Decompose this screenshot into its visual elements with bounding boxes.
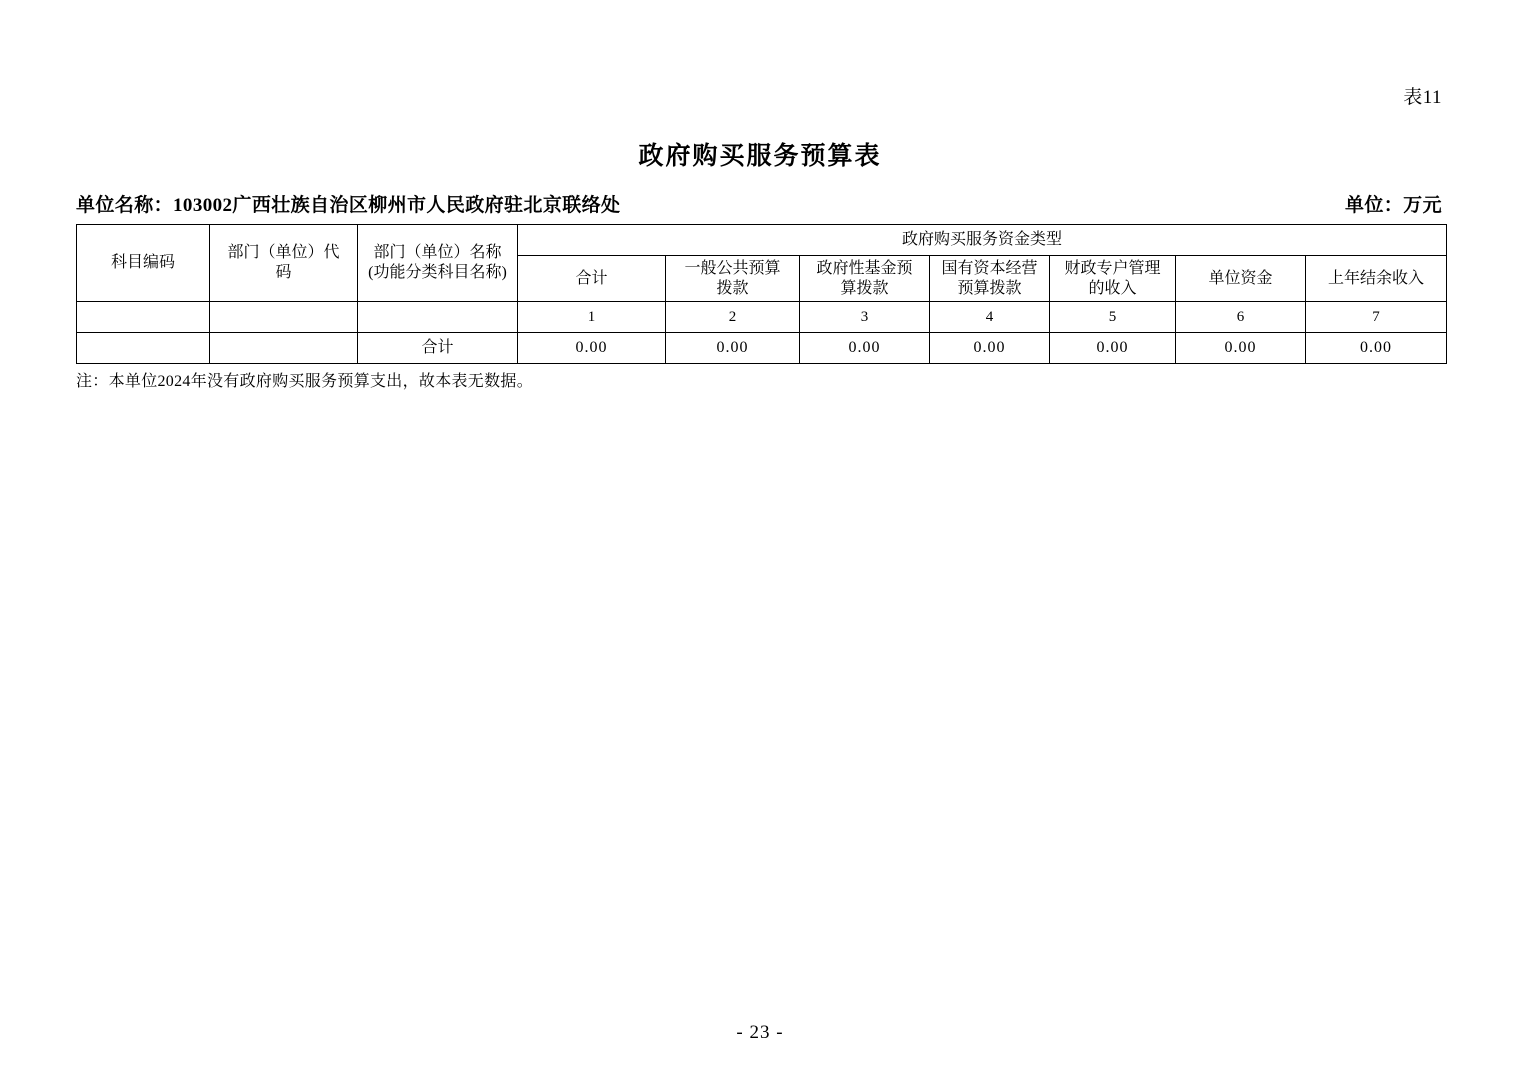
header-fiscal-account-income-line2: 的收入 [1088, 279, 1137, 297]
colnum-blank-3 [358, 302, 518, 333]
table-header-group-row [77, 225, 1447, 256]
page-title: 政府购买服务预算表 [638, 143, 882, 170]
header-dept-name-line2: (功能分类科目名称) [368, 264, 507, 281]
header-dept-name [358, 225, 518, 302]
budget-table [76, 224, 1447, 364]
colnum-4: 4 [930, 302, 1050, 333]
header-prior-year-surplus: 上年结余收入 [1306, 256, 1447, 302]
header-fiscal-account-income-line1: 财政专户管理 [1064, 259, 1161, 277]
meta-row [76, 190, 1444, 217]
header-state-capital-budget-line1: 国有资本经营 [941, 259, 1038, 277]
cell-dept-name: 合计 [358, 333, 518, 364]
cell-unit-funds: 0.00 [1176, 333, 1306, 364]
colnum-2: 2 [666, 302, 800, 333]
header-general-public-budget-line1: 一般公共预算 [684, 259, 781, 277]
cell-fiscal-account-income: 0.00 [1050, 333, 1176, 364]
header-dept-name-line1: 部门（单位）名称 [373, 244, 502, 262]
cell-state-capital-budget: 0.00 [930, 333, 1050, 364]
colnum-6: 6 [1176, 302, 1306, 333]
colnum-3: 3 [800, 302, 930, 333]
table-column-number-row [77, 302, 1447, 333]
header-dept-code-line1: 部门（单位）代 [227, 244, 340, 262]
header-state-capital-budget-line2: 预算拨款 [957, 279, 1022, 297]
header-gov-fund-budget [800, 256, 930, 302]
page-number: - 23 - [736, 1022, 784, 1043]
colnum-blank-1 [77, 302, 210, 333]
cell-subject-code [77, 333, 210, 364]
header-gov-fund-budget-line2: 算拨款 [840, 279, 889, 297]
colnum-7: 7 [1306, 302, 1447, 333]
colnum-blank-2 [210, 302, 358, 333]
unit-name-value: 103002广西壮族自治区柳州市人民政府驻北京联络处 [173, 195, 621, 216]
unit-name [76, 190, 620, 217]
unit-measure: 单位：万元 [1344, 195, 1442, 216]
table-note: 注：本单位2024年没有政府购买服务预算支出，故本表无数据。 [76, 373, 534, 390]
colnum-5: 5 [1050, 302, 1176, 333]
header-fund-type-group: 政府购买服务资金类型 [518, 225, 1447, 256]
header-gov-fund-budget-line1: 政府性基金预 [816, 259, 913, 277]
header-total: 合计 [518, 256, 666, 302]
table-row [77, 333, 1447, 364]
cell-prior-year-surplus: 0.00 [1306, 333, 1447, 364]
header-general-public-budget-line2: 拨款 [716, 279, 749, 297]
cell-dept-code [210, 333, 358, 364]
cell-general-public-budget: 0.00 [666, 333, 800, 364]
header-unit-funds: 单位资金 [1176, 256, 1306, 302]
header-dept-code [210, 225, 358, 302]
header-subject-code: 科目编码 [77, 225, 210, 302]
header-dept-code-line2: 码 [275, 264, 292, 281]
header-state-capital-budget [930, 256, 1050, 302]
cell-total: 0.00 [518, 333, 666, 364]
table-label: 表11 [1403, 87, 1442, 108]
colnum-1: 1 [518, 302, 666, 333]
header-fiscal-account-income [1050, 256, 1176, 302]
header-general-public-budget [666, 256, 800, 302]
cell-gov-fund-budget: 0.00 [800, 333, 930, 364]
unit-name-label: 单位名称： [76, 195, 174, 216]
